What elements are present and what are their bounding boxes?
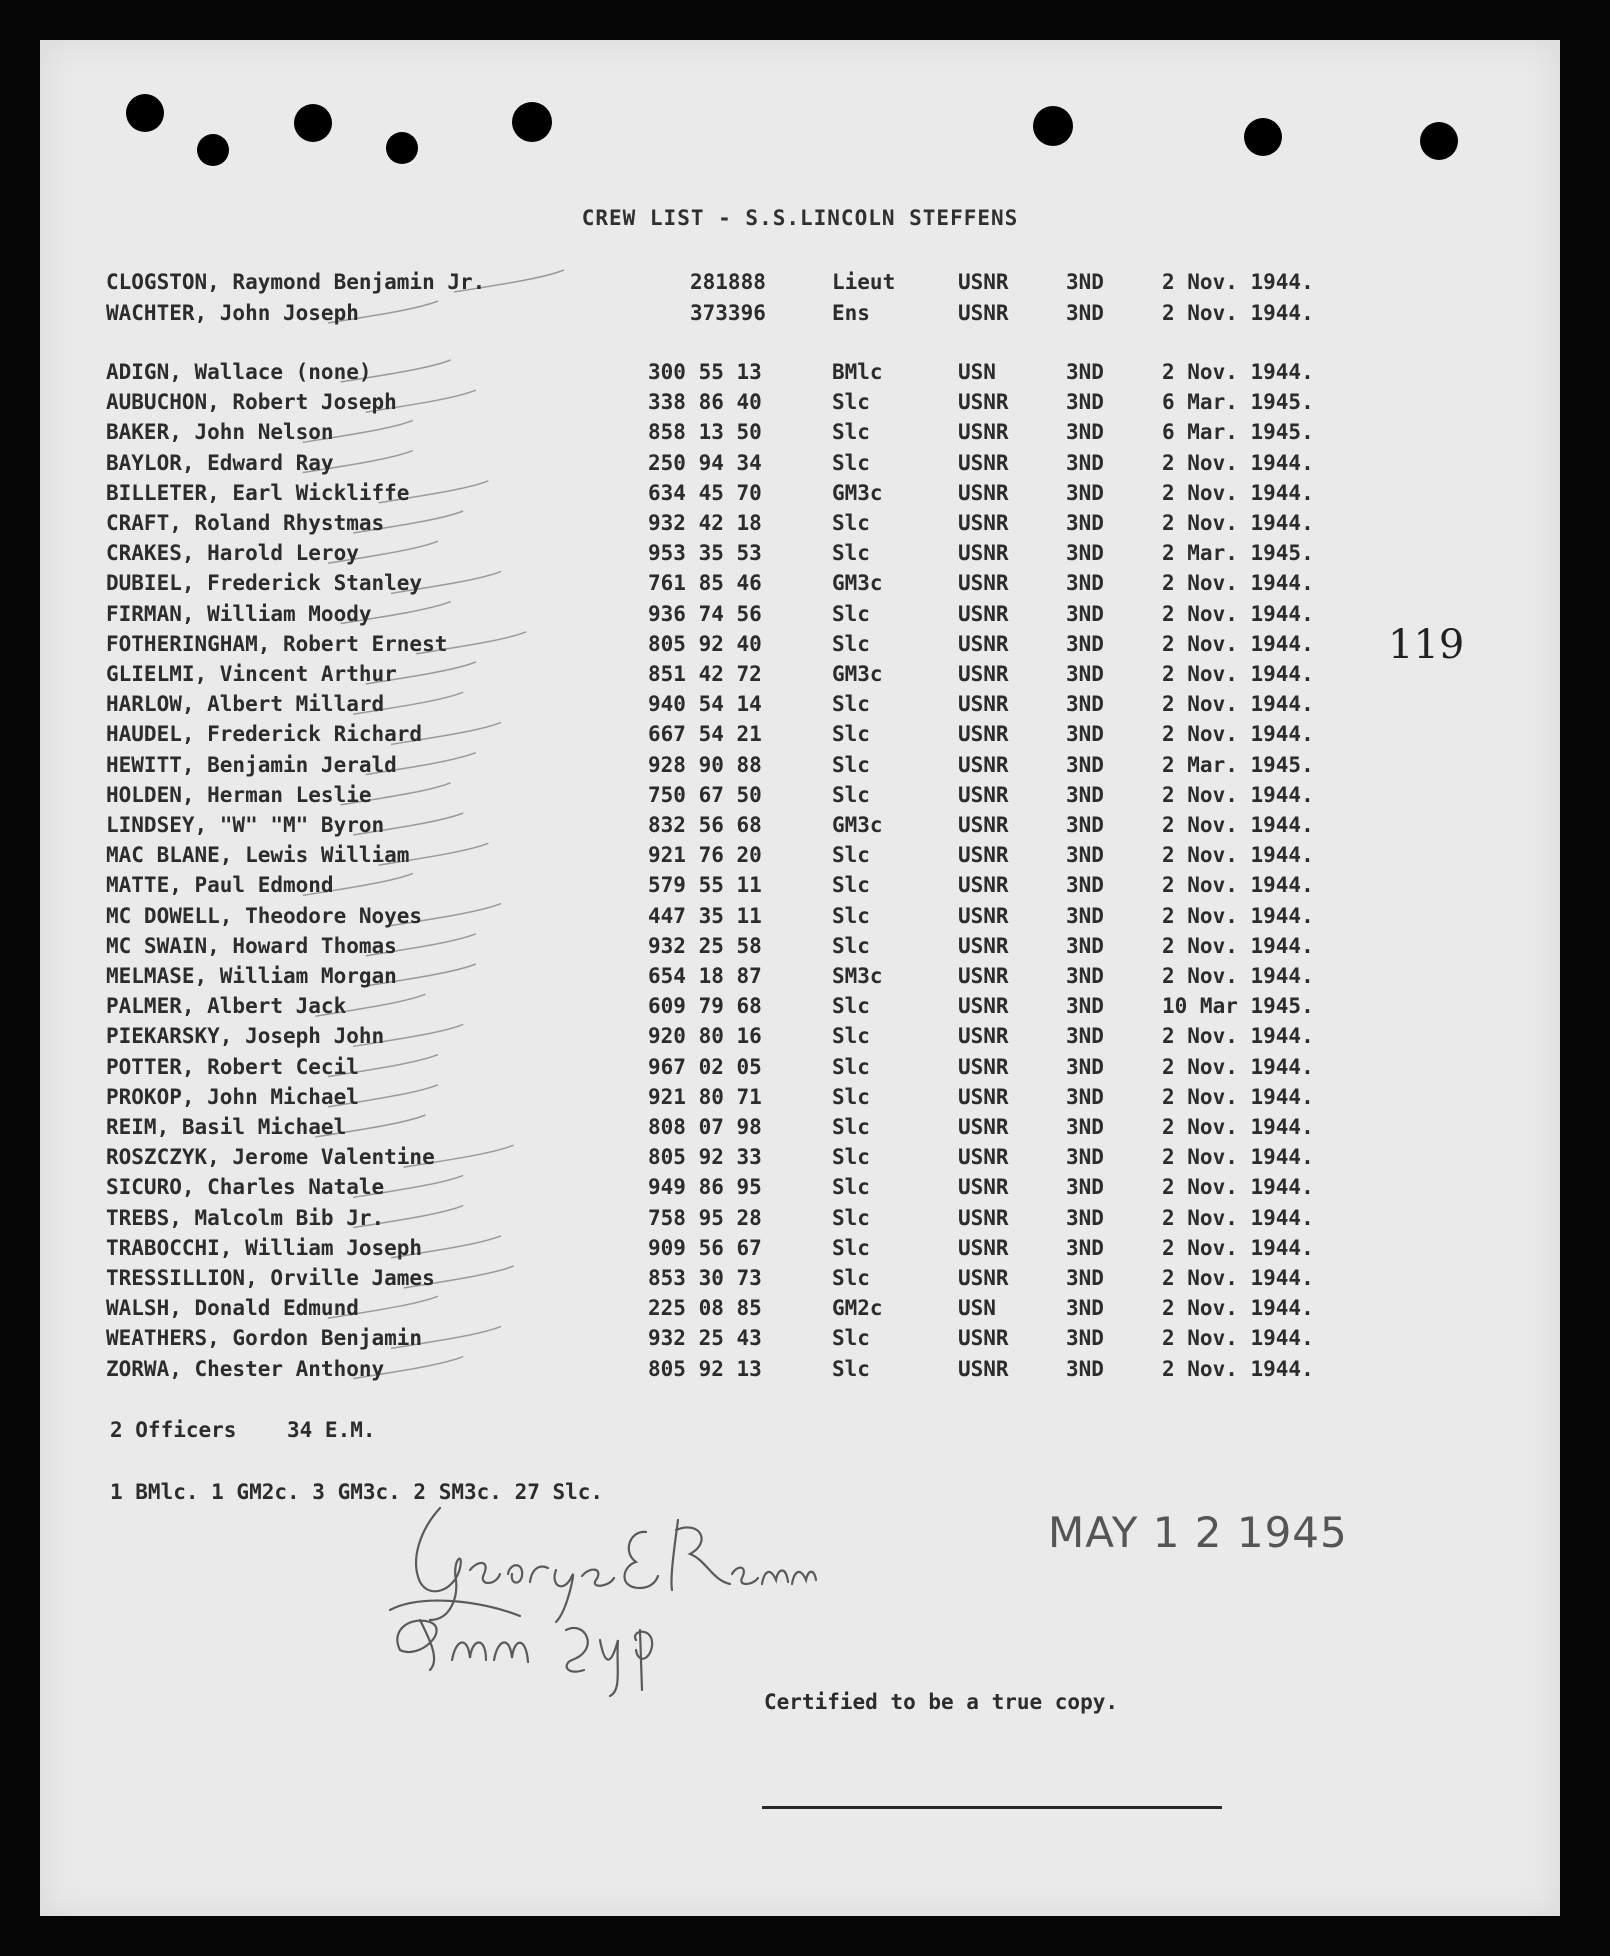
officer-row [40,301,1440,331]
crew-row [40,360,1440,390]
naval-district: 3ND [1066,1024,1104,1049]
rating: Slc [832,1235,870,1260]
service-number: 851 42 72 [648,662,762,686]
branch: USNR [958,903,1009,928]
naval-district: 3ND [1066,933,1104,958]
handwritten-signature [360,1490,820,1700]
service-number: 250 94 34 [648,450,762,475]
rating: Slc [832,511,870,535]
crew-row [40,420,1440,450]
crew-name: FOTHERINGHAM, Robert Ernest [106,631,448,656]
date-aboard: 2 Nov. 1944. [1162,903,1314,928]
service-number: 609 79 68 [648,994,762,1019]
rating: Slc [832,450,870,475]
crew-row [40,1326,1440,1356]
branch: USN [958,1296,996,1321]
crew-row [40,1055,1440,1085]
branch: USNR [958,480,1009,505]
crew-name: DUBIEL, Frederick Stanley [106,571,423,596]
naval-district: 3ND [1066,390,1104,415]
service-number: 967 02 05 [648,1054,762,1079]
service-number: 808 07 98 [648,1115,762,1139]
date-aboard: 2 Nov. 1944. [1162,360,1314,384]
date-aboard: 2 Nov. 1944. [1162,843,1314,868]
date-aboard: 2 Nov. 1944. [1162,692,1314,717]
branch: USNR [958,722,1009,747]
naval-district: 3ND [1066,1175,1104,1200]
service-number: 579 55 11 [648,873,762,898]
naval-district: 3ND [1066,480,1104,505]
service-number: 654 18 87 [648,964,762,988]
service-number: 932 42 18 [648,511,762,535]
branch: USNR [958,1024,1009,1049]
crew-name: PROKOP, John Michael [106,1084,359,1109]
naval-district: 3ND [1066,301,1104,325]
service-number: 750 67 50 [648,782,762,807]
branch: USNR [958,1145,1009,1170]
crew-row [40,1236,1440,1266]
crew-row [40,632,1440,662]
naval-district: 3ND [1066,360,1104,384]
crew-name: SICURO, Charles Natale [106,1175,385,1200]
branch: USNR [958,1266,1009,1290]
rating: GM3c [832,662,883,686]
naval-district: 3ND [1066,1235,1104,1260]
naval-district: 3ND [1066,1054,1104,1079]
branch: USNR [958,1356,1009,1381]
crew-name: ADIGN, Wallace (none) [106,360,372,384]
date-aboard: 2 Nov. 1944. [1162,933,1314,958]
crew-row [40,1145,1440,1175]
branch: USNR [958,420,1009,445]
rating: Ens [832,301,870,325]
crew-name: ROSZCZYK, Jerome Valentine [106,1145,435,1170]
date-aboard: 2 Mar. 1945. [1162,752,1314,777]
rating: Slc [832,420,870,445]
crew-name: HARLOW, Albert Millard [106,692,385,717]
date-aboard: 2 Nov. 1944. [1162,301,1314,325]
naval-district: 3ND [1066,1266,1104,1290]
branch: USNR [958,450,1009,475]
naval-district: 3ND [1066,450,1104,475]
naval-district: 3ND [1066,692,1104,717]
crew-name: WEATHERS, Gordon Benjamin [106,1326,423,1351]
branch: USNR [958,1084,1009,1109]
service-number: 373396 [690,301,766,325]
crew-name: MC DOWELL, Theodore Noyes [106,903,423,928]
crew-name: LINDSEY, "W" "M" Byron [106,813,385,837]
crew-row [40,1115,1440,1145]
service-number: 805 92 40 [648,631,762,656]
service-number: 667 54 21 [648,722,762,747]
branch: USNR [958,1326,1009,1351]
branch: USNR [958,933,1009,958]
service-number: 940 54 14 [648,692,762,717]
branch: USNR [958,390,1009,415]
rating: Slc [832,933,870,958]
officer-row [40,270,1440,300]
naval-district: 3ND [1066,420,1104,445]
signature-line [762,1806,1222,1809]
date-aboard: 2 Nov. 1944. [1162,1205,1314,1230]
date-aboard: 2 Nov. 1944. [1162,270,1314,294]
service-number: 805 92 33 [648,1145,762,1170]
crew-row [40,1175,1440,1205]
crew-row [40,481,1440,511]
naval-district: 3ND [1066,1084,1104,1109]
crew-name: REIM, Basil Michael [106,1115,347,1139]
naval-district: 3ND [1066,511,1104,535]
rating: Slc [832,782,870,807]
naval-district: 3ND [1066,873,1104,898]
service-number: 225 08 85 [648,1296,762,1321]
service-number: 909 56 67 [648,1235,762,1260]
service-number: 761 85 46 [648,571,762,596]
naval-district: 3ND [1066,541,1104,566]
crew-name: WACHTER, John Joseph [106,301,359,325]
date-aboard: 2 Nov. 1944. [1162,601,1314,626]
date-aboard: 2 Nov. 1944. [1162,662,1314,686]
crew-row [40,1024,1440,1054]
service-number: 953 35 53 [648,541,762,566]
crew-name: HEWITT, Benjamin Jerald [106,752,397,777]
service-number: 936 74 56 [648,601,762,626]
crew-name: TRESSILLION, Orville James [106,1266,435,1290]
branch: USNR [958,601,1009,626]
crew-row [40,1266,1440,1296]
date-aboard: 2 Nov. 1944. [1162,873,1314,898]
service-number: 281888 [690,270,766,294]
crew-row [40,541,1440,571]
service-number: 853 30 73 [648,1266,762,1290]
date-aboard: 2 Nov. 1944. [1162,1054,1314,1079]
service-number: 832 56 68 [648,813,762,837]
branch: USNR [958,270,1009,294]
date-aboard: 2 Nov. 1944. [1162,782,1314,807]
rating: Slc [832,1115,870,1139]
crew-name: FIRMAN, William Moody [106,601,372,626]
rating: Lieut [832,270,896,294]
rating: Slc [832,601,870,626]
branch: USNR [958,1235,1009,1260]
branch: USN [958,360,996,384]
rating: Slc [832,873,870,898]
service-number: 949 86 95 [648,1175,762,1200]
rating: Slc [832,843,870,868]
naval-district: 3ND [1066,843,1104,868]
naval-district: 3ND [1066,270,1104,294]
crew-name: TREBS, Malcolm Bib Jr. [106,1205,385,1230]
rating: GM2c [832,1296,883,1321]
date-aboard: 2 Nov. 1944. [1162,964,1314,988]
crew-name: MC SWAIN, Howard Thomas [106,933,397,958]
date-aboard: 2 Nov. 1944. [1162,722,1314,747]
rating: Slc [832,631,870,656]
rating: Slc [832,541,870,566]
crew-name: CRAFT, Roland Rhystmas [106,511,385,535]
service-number: 338 86 40 [648,390,762,415]
crew-name: POTTER, Robert Cecil [106,1054,359,1079]
crew-row [40,1206,1440,1236]
naval-district: 3ND [1066,994,1104,1019]
naval-district: 3ND [1066,1115,1104,1139]
naval-district: 3ND [1066,631,1104,656]
naval-district: 3ND [1066,752,1104,777]
summary-ratings: 1 BMlc. 1 GM2c. 3 GM3c. 2 SM3c. 27 Slc. [110,1480,604,1504]
service-number: 805 92 13 [648,1356,762,1381]
service-number: 928 90 88 [648,752,762,777]
branch: USNR [958,662,1009,686]
crew-row [40,1357,1440,1387]
crew-row [40,1296,1440,1326]
rating: Slc [832,1326,870,1351]
crew-name: BAKER, John Nelson [106,420,334,445]
rating: GM3c [832,480,883,505]
naval-district: 3ND [1066,903,1104,928]
crew-row [40,390,1440,420]
rating: Slc [832,692,870,717]
crew-name: WALSH, Donald Edmund [106,1296,359,1321]
branch: USNR [958,1205,1009,1230]
date-stamp: MAY 1 2 1945 [1048,1508,1348,1557]
rating: Slc [832,390,870,415]
branch: USNR [958,813,1009,837]
naval-district: 3ND [1066,662,1104,686]
crew-name: TRABOCCHI, William Joseph [106,1235,423,1260]
rating: Slc [832,1175,870,1200]
crew-name: CLOGSTON, Raymond Benjamin Jr. [106,270,486,294]
branch: USNR [958,511,1009,535]
crew-name: MELMASE, William Morgan [106,964,397,988]
naval-district: 3ND [1066,1145,1104,1170]
service-number: 447 35 11 [648,903,762,928]
date-aboard: 6 Mar. 1945. [1162,390,1314,415]
service-number: 932 25 58 [648,933,762,958]
date-aboard: 2 Nov. 1944. [1162,1356,1314,1381]
rating: GM3c [832,813,883,837]
branch: USNR [958,873,1009,898]
rating: Slc [832,1054,870,1079]
branch: USNR [958,1175,1009,1200]
naval-district: 3ND [1066,964,1104,988]
service-number: 932 25 43 [648,1326,762,1351]
date-aboard: 2 Nov. 1944. [1162,813,1314,837]
branch: USNR [958,692,1009,717]
rating: Slc [832,1084,870,1109]
date-aboard: 2 Nov. 1944. [1162,1326,1314,1351]
crew-row [40,964,1440,994]
branch: USNR [958,843,1009,868]
page-number: 119 [1388,622,1465,668]
crew-name: AUBUCHON, Robert Joseph [106,390,397,415]
rating: Slc [832,1205,870,1230]
crew-row [40,692,1440,722]
date-aboard: 2 Nov. 1944. [1162,511,1314,535]
crew-row [40,602,1440,632]
crew-name: BAYLOR, Edward Ray [106,450,334,475]
naval-district: 3ND [1066,1205,1104,1230]
branch: USNR [958,782,1009,807]
crew-row [40,1085,1440,1115]
branch: USNR [958,301,1009,325]
naval-district: 3ND [1066,782,1104,807]
crew-name: ZORWA, Chester Anthony [106,1356,385,1381]
naval-district: 3ND [1066,571,1104,596]
crew-row [40,511,1440,541]
date-aboard: 6 Mar. 1945. [1162,420,1314,445]
crew-name: GLIELMI, Vincent Arthur [106,662,397,686]
rating: Slc [832,1356,870,1381]
crew-row [40,451,1440,481]
date-aboard: 2 Nov. 1944. [1162,631,1314,656]
service-number: 634 45 70 [648,480,762,505]
date-aboard: 2 Nov. 1944. [1162,1175,1314,1200]
naval-district: 3ND [1066,1356,1104,1381]
summary-count: 2 Officers 34 E.M. [110,1418,376,1442]
crew-name: HAUDEL, Frederick Richard [106,722,423,747]
rating: Slc [832,1266,870,1290]
date-aboard: 10 Mar 1945. [1162,994,1314,1019]
date-aboard: 2 Mar. 1945. [1162,541,1314,566]
crew-row [40,934,1440,964]
branch: USNR [958,752,1009,777]
crew-name: MATTE, Paul Edmond [106,873,334,898]
date-aboard: 2 Nov. 1944. [1162,1115,1314,1139]
date-aboard: 2 Nov. 1944. [1162,1084,1314,1109]
branch: USNR [958,964,1009,988]
crew-row [40,722,1440,752]
service-number: 920 80 16 [648,1024,762,1049]
service-number: 300 55 13 [648,360,762,384]
service-number: 858 13 50 [648,420,762,445]
crew-row [40,662,1440,692]
rating: Slc [832,903,870,928]
crew-name: CRAKES, Harold Leroy [106,541,359,566]
rating: Slc [832,1024,870,1049]
naval-district: 3ND [1066,722,1104,747]
crew-row [40,571,1440,601]
document-title: CREW LIST - S.S.LINCOLN STEFFENS [581,206,1019,230]
rating: Slc [832,752,870,777]
date-aboard: 2 Nov. 1944. [1162,1145,1314,1170]
branch: USNR [958,631,1009,656]
branch: USNR [958,1054,1009,1079]
crew-row [40,904,1440,934]
date-aboard: 2 Nov. 1944. [1162,1024,1314,1049]
crew-name: HOLDEN, Herman Leslie [106,782,372,807]
date-aboard: 2 Nov. 1944. [1162,450,1314,475]
branch: USNR [958,1115,1009,1139]
crew-row [40,994,1440,1024]
service-number: 921 76 20 [648,843,762,868]
rating: Slc [832,994,870,1019]
date-aboard: 2 Nov. 1944. [1162,1235,1314,1260]
date-aboard: 2 Nov. 1944. [1162,1296,1314,1321]
date-aboard: 2 Nov. 1944. [1162,571,1314,596]
branch: USNR [958,994,1009,1019]
naval-district: 3ND [1066,601,1104,626]
crew-row [40,753,1440,783]
crew-name: BILLETER, Earl Wickliffe [106,480,410,505]
crew-row [40,813,1440,843]
crew-name: PIEKARSKY, Joseph John [106,1024,385,1049]
crew-name: PALMER, Albert Jack [106,994,347,1019]
date-aboard: 2 Nov. 1944. [1162,480,1314,505]
service-number: 921 80 71 [648,1084,762,1109]
crew-row [40,783,1440,813]
document-sheet [40,40,1560,1916]
rating: Slc [832,1145,870,1170]
service-number: 758 95 28 [648,1205,762,1230]
rating: Slc [832,722,870,747]
certification-text: Certified to be a true copy. [764,1690,1119,1714]
rating: GM3c [832,571,883,596]
rating: BMlc [832,360,883,384]
branch: USNR [958,541,1009,566]
naval-district: 3ND [1066,1296,1104,1321]
naval-district: 3ND [1066,813,1104,837]
rating: SM3c [832,964,883,988]
crew-row [40,873,1440,903]
crew-name: MAC BLANE, Lewis William [106,843,410,868]
branch: USNR [958,571,1009,596]
crew-row [40,843,1440,873]
naval-district: 3ND [1066,1326,1104,1351]
date-aboard: 2 Nov. 1944. [1162,1266,1314,1290]
